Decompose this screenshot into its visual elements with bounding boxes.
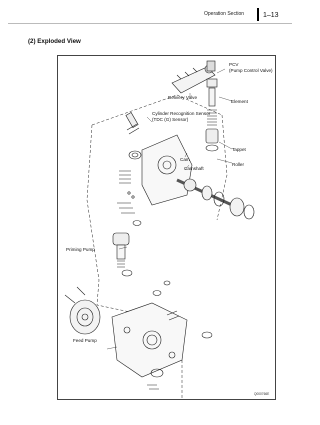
label-element: Element bbox=[231, 99, 248, 104]
pcv-part bbox=[172, 61, 215, 93]
camshaft-part bbox=[177, 179, 254, 219]
header-divider bbox=[8, 23, 292, 24]
figure-code: Q000766E bbox=[254, 392, 270, 396]
label-delivery-valve: Delivery Valve bbox=[168, 95, 198, 100]
exploded-view-drawing bbox=[57, 55, 276, 400]
header-section-title: Operation Section bbox=[204, 11, 245, 17]
label-cam: Cam bbox=[180, 157, 190, 162]
section-title: (2) Exploded View bbox=[28, 38, 81, 45]
page-number: 1–13 bbox=[263, 12, 279, 19]
small-parts bbox=[117, 192, 141, 226]
label-pcv: PCV bbox=[229, 62, 239, 67]
priming-pump-part bbox=[113, 233, 132, 276]
label-feed-pump: Feed Pump bbox=[73, 338, 97, 343]
label-roller: Roller bbox=[232, 162, 244, 167]
label-cyl-sensor: Cylinder Recognition Sensor bbox=[152, 111, 211, 116]
label-cyl-sensor-sub: (TDC (G) Sensor) bbox=[152, 117, 189, 122]
sensor-part bbox=[126, 112, 139, 134]
label-camshaft: Camshaft bbox=[184, 166, 204, 171]
label-priming-pump: Priming Pump bbox=[66, 247, 95, 252]
feed-pump-part bbox=[65, 287, 100, 334]
label-pcv-sub: (Pump Control Valve) bbox=[229, 68, 273, 73]
label-tappet: Tappet bbox=[232, 147, 246, 152]
lower-housing bbox=[112, 303, 187, 377]
upper-housing bbox=[119, 135, 192, 205]
header-rule bbox=[257, 8, 259, 21]
